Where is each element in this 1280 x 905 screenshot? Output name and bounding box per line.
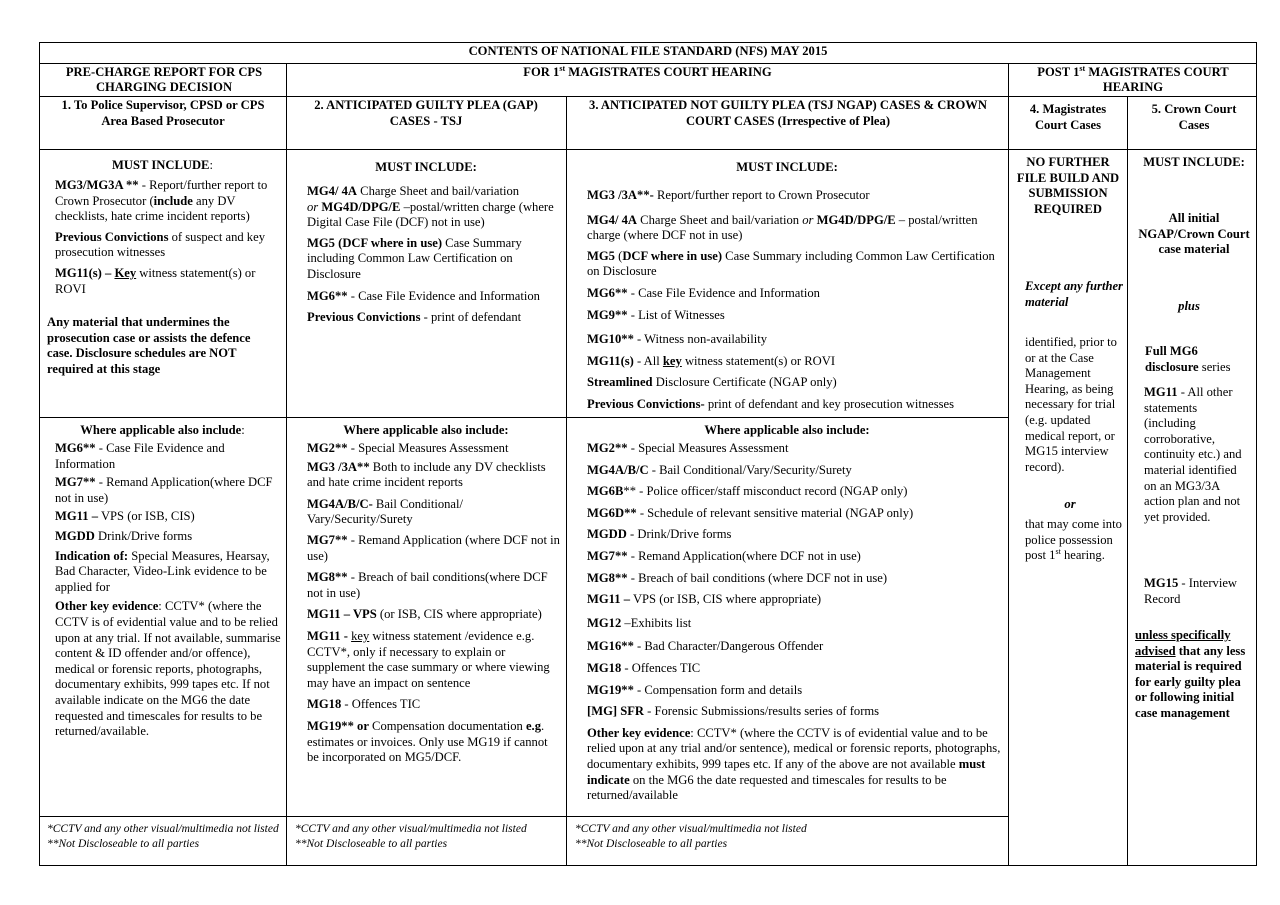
- col-header-3: 3. ANTICIPATED NOT GUILTY PLEA (TSJ NGAP) CASES & CROWN COURT CASES (Irrespective of Plea): [589, 98, 987, 128]
- list-item: MG19** - Compensation form and details: [587, 682, 803, 697]
- rule-col-headers: [39, 149, 1257, 150]
- list-item: MG9** - List of Witnesses: [587, 307, 725, 322]
- list-item: MG11(s) – Key witness statement(s) or ROVI: [55, 265, 256, 296]
- list-item: Other key evidence: CCTV* (where the CCTV is of evidential value and to be relied upon at any trial and/or sentence), medical or forensic reports, photographs, documentary exhibits, 999 tapes etc. If any of the above are not available must indicate on the MG6 the date requested and timescales for results to be returned/available: [587, 725, 1001, 803]
- list-item: MG4A/B/C - Bail Conditional/Vary/Security/Surety: [587, 462, 852, 477]
- list-item: MG16** - Bad Character/Dangerous Offender: [587, 639, 824, 654]
- col5-mg15: MG15 - Interview Record: [1144, 576, 1238, 606]
- col-header-4: 4. Magistrates Court Cases: [1029, 102, 1107, 132]
- list-item: Streamlined Disclosure Certificate (NGAP only): [587, 375, 837, 390]
- list-item: MG7** - Remand Application (where DCF not in use): [307, 532, 560, 563]
- list-item: MG4A/B/C- Bail Conditional/ Vary/Security/Surety: [307, 496, 464, 527]
- col-divider-3: [1008, 63, 1009, 866]
- list-item: MG19** or Compensation documentation e.g. estimates or invoices. Only use MG19 if cannot be incorporated on MG5/DCF.: [307, 718, 548, 765]
- col4-identified: identified, prior to or at the Case Management Hearing, as being necessary for trial (e.g. updated medical report, or MG15 interview record).: [1025, 335, 1117, 474]
- col1-must-list: [55, 178, 281, 297]
- list-item: [MG] SFR - Forensic Submissions/results series of forms: [587, 704, 880, 719]
- list-item: MG3 /3A**- Report/further report to Crown Prosecutor: [587, 188, 870, 202]
- col1-where-heading: Where applicable also include:: [80, 423, 245, 437]
- col5-unless-note: unless specifically advised that any less material is required for early guilty plea or following initial case management: [1135, 628, 1246, 720]
- header-post-hearing: POST 1st MAGISTRATES COURT HEARING: [1037, 63, 1229, 94]
- col2-must-include-heading: MUST INCLUDE:: [375, 160, 477, 174]
- rule-where-cols123: [39, 417, 1008, 418]
- rule-top-headers: [39, 96, 1257, 97]
- col-divider-2: [566, 96, 567, 866]
- col1-must-include-heading: MUST INCLUDE:: [112, 158, 213, 172]
- list-item: MG7** - Remand Application(where DCF not in use): [587, 548, 861, 563]
- col3-footnote: *CCTV and any other visual/multimedia not listed **Not Discloseable to all parties: [575, 823, 807, 850]
- col4-except: Except any further material: [1025, 279, 1123, 309]
- list-item: MG6B** - Police officer/staff misconduct record (NGAP only): [587, 484, 908, 499]
- col5-mg11: MG11 - All other statements (including corroborative, continuity etc.) and material identified on an MG3/3A action plan and not yet provided.: [1144, 385, 1242, 524]
- list-item: MG18 - Offences TIC: [307, 697, 421, 712]
- col3-where-heading: Where applicable also include:: [704, 423, 870, 437]
- list-item: MG18 - Offences TIC: [587, 660, 701, 675]
- col3-where-list: [587, 441, 1003, 804]
- list-item: MGDD - Drink/Drive forms: [587, 527, 732, 542]
- list-item: Previous Convictions - print of defendant: [307, 310, 522, 325]
- col1-footnote: *CCTV and any other visual/multimedia not listed **Not Discloseable to all parties: [47, 823, 279, 850]
- list-item: MG2** - Special Measures Assessment: [587, 441, 789, 455]
- list-item: MG5 (DCF where in use) Case Summary including Common Law Certification on Disclosure: [307, 235, 522, 281]
- col5-must-include: MUST INCLUDE:: [1143, 155, 1245, 169]
- col4-post-hearing-note: that may come into police possession post 1st hearing.: [1025, 517, 1122, 563]
- list-item: MG11 – VPS (or ISB, CIS): [55, 509, 195, 524]
- list-item: MG10** - Witness non-availability: [587, 332, 768, 347]
- list-item: MG11 – VPS (or ISB, CIS where appropriate): [587, 592, 822, 607]
- col2-must-list: [307, 184, 561, 326]
- col2-where-list: [307, 441, 561, 766]
- list-item: Other key evidence: CCTV* (where the CCTV is of evidential value and to be relied upon at any trial. If not available, summarise content & ID offender and/or offence), medical or forensic reports, photographs, documentary exhibits, 999 tapes etc. If not available indicate on the MG6 the date requested and timescales for results to be returned/available.: [55, 599, 281, 739]
- col5-all-initial: All initial NGAP/Crown Court case material: [1138, 211, 1250, 257]
- list-item: Previous Convictions- print of defendant and key prosecution witnesses: [587, 396, 955, 411]
- header-first-hearing: FOR 1st MAGISTRATES COURT HEARING: [523, 63, 772, 79]
- list-item: MG6** - Case File Evidence and Information: [307, 288, 540, 303]
- rule-footnotes: [39, 816, 1008, 817]
- list-item: MG11 - key witness statement /evidence e.g. CCTV*, only if necessary to explain or supplement the case summary or where viewing may have an impact on sentence: [307, 628, 550, 690]
- col2-footnote: *CCTV and any other visual/multimedia not listed **Not Discloseable to all parties: [295, 823, 527, 850]
- list-item: MG5 (DCF where in use) Case Summary including Common Law Certification on Disclosure: [587, 248, 995, 279]
- list-item: MG6D** - Schedule of relevant sensitive material (NGAP only): [587, 505, 914, 520]
- col2-where-heading: Where applicable also include:: [343, 423, 509, 437]
- list-item: MG6** - Case File Evidence and Information: [55, 441, 225, 471]
- col1-where-list: [55, 441, 281, 740]
- col3-must-include-heading: MUST INCLUDE:: [736, 160, 838, 174]
- list-item: MG11 – VPS (or ISB, CIS where appropriate): [307, 607, 542, 622]
- list-item: MG8** - Breach of bail conditions(where DCF not in use): [307, 570, 548, 600]
- page-title: CONTENTS OF NATIONAL FILE STANDARD (NFS) MAY 2015: [468, 44, 828, 58]
- col5-plus: plus: [1178, 299, 1200, 313]
- list-item: MG4/ 4A Charge Sheet and bail/variation or MG4D/DPG/E –postal/written charge (where Digital Case File (DCF) not in use): [307, 184, 554, 230]
- col4-no-further-build: NO FURTHER FILE BUILD AND SUBMISSION REQUIRED: [1016, 155, 1120, 216]
- list-item: MG3 /3A** Both to include any DV checklists and hate crime incident reports: [307, 459, 546, 490]
- col-divider-1: [286, 63, 287, 866]
- list-item: MG12 –Exhibits list: [587, 615, 692, 630]
- list-item: MG8** - Breach of bail conditions (where DCF not in use): [587, 570, 888, 585]
- col-divider-4: [1127, 96, 1128, 866]
- col3-must-list: [587, 188, 1003, 413]
- list-item: MG2** - Special Measures Assessment: [307, 441, 509, 455]
- rule-title: [39, 63, 1257, 64]
- list-item: Indication of: Special Measures, Hearsay, Bad Character, Video-Link evidence to be applied for: [55, 548, 270, 594]
- col-header-5: 5. Crown Court Cases: [1151, 102, 1237, 132]
- list-item: MG7** - Remand Application(where DCF not in use): [55, 475, 273, 505]
- list-item: MG4/ 4A Charge Sheet and bail/variation or MG4D/DPG/E – postal/written charge (where DCF not in use): [587, 212, 978, 243]
- header-precharge: PRE-CHARGE REPORT FOR CPS CHARGING DECISION: [65, 65, 263, 94]
- col5-full-mg6: Full MG6 disclosure series: [1145, 344, 1231, 374]
- col1-undermine-note: Any material that undermines the prosecution case or assists the defence case. Disclosure schedules are NOT required at this stage: [47, 315, 251, 376]
- list-item: MG3/MG3A ** - Report/further report to Crown Prosecutor (include any DV checklists, hate crime incident reports): [55, 178, 268, 224]
- col-header-1: 1. To Police Supervisor, CPSD or CPS Area Based Prosecutor: [61, 98, 265, 128]
- list-item: MG11(s) - All key witness statement(s) or ROVI: [587, 353, 836, 368]
- list-item: Previous Convictions of suspect and key prosecution witnesses: [55, 229, 265, 260]
- col-header-2: 2. ANTICIPATED GUILTY PLEA (GAP) CASES - TSJ: [314, 98, 538, 128]
- list-item: MG6** - Case File Evidence and Information: [587, 285, 820, 300]
- col4-or: or: [1064, 497, 1076, 511]
- list-item: MGDD Drink/Drive forms: [55, 528, 193, 543]
